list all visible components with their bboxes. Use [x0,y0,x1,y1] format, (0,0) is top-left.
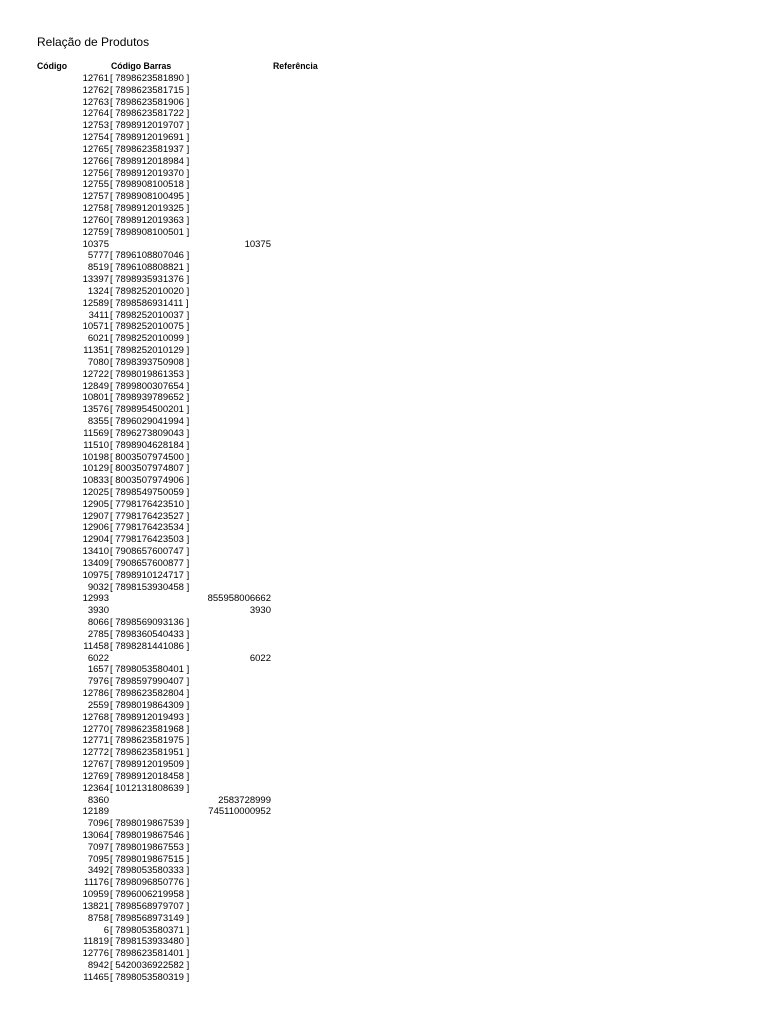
product-code: 12786 [82,688,109,700]
product-barcode: [ 7898623581937 ] [110,143,190,155]
product-code: 12756 [82,167,109,179]
table-row [0,404,768,416]
table-row [0,250,768,262]
table-row [0,925,768,937]
product-code: 2559 [87,699,109,711]
table-row [0,487,768,499]
table-row [0,818,768,830]
product-barcode: [ 7896108808821 ] [110,262,190,274]
table-row [0,144,768,156]
product-barcode: [ 7896006219958 ] [110,889,190,901]
product-barcode: [ 8003507974807 ] [110,463,190,475]
table-row [0,676,768,688]
product-barcode: [ 7908657600747 ] [110,546,190,558]
product-code: 12763 [82,96,109,108]
product-code: 12759 [82,226,109,238]
product-code: 12589 [82,297,109,309]
product-barcode: [ 8003507974906 ] [110,475,190,487]
table-row [0,239,768,251]
product-barcode: [ 7898252010020 ] [110,285,190,297]
product-code: 12766 [82,155,109,167]
product-barcode: [ 7898569093136 ] [110,617,190,629]
table-row [0,463,768,475]
table-row [0,830,768,842]
product-reference: 855958006662 [207,593,271,605]
table-row [0,168,768,180]
product-code: 12765 [82,143,109,155]
table-row [0,712,768,724]
product-barcode: [ 7898912019325 ] [110,203,190,215]
table-row [0,700,768,712]
table-row [0,262,768,274]
table-row [0,132,768,144]
table-row [0,298,768,310]
product-barcode: [ 7898912019363 ] [110,214,190,226]
table-row [0,179,768,191]
product-barcode: [ 7898549750059 ] [110,486,190,498]
product-barcode: [ 7898281441086 ] [110,640,190,652]
product-barcode: [ 7898910124717 ] [110,569,190,581]
table-row [0,735,768,747]
product-barcode: [ 5420036922582 ] [110,960,190,972]
product-code: 8758 [87,912,109,924]
product-barcode: [ 7898586931411 ] [110,297,189,309]
product-barcode: [ 8003507974500 ] [110,451,190,463]
table-row [0,759,768,771]
product-code: 13410 [82,546,109,558]
product-code: 12768 [82,711,109,723]
product-barcode: [ 7898912019509 ] [110,759,190,771]
table-row [0,605,768,617]
page-title: Relação de Produtos [37,35,150,49]
product-code: 6021 [87,333,109,345]
product-code: 13821 [82,900,109,912]
table-row [0,901,768,913]
table-row [0,593,768,605]
product-barcode: [ 7898623581968 ] [110,723,190,735]
product-barcode: [ 7898623581722 ] [110,108,190,120]
product-code: 12770 [82,723,109,735]
table-row [0,97,768,109]
product-code: 7097 [87,841,109,853]
product-code: 12905 [82,498,109,510]
product-barcode: [ 7898912019707 ] [110,120,190,132]
product-code: 12189 [82,806,109,818]
product-barcode: [ 7898908100495 ] [110,191,190,203]
table-row [0,511,768,523]
product-barcode: [ 7898053580371 ] [110,924,190,936]
product-barcode: [ 7898912018984 ] [110,155,190,167]
product-barcode: [ 7898912019493 ] [110,711,190,723]
product-barcode: [ 7898019861353 ] [110,368,190,380]
table-row [0,936,768,948]
product-code: 8519 [87,262,109,274]
product-barcode: [ 7898908100518 ] [110,179,190,191]
product-barcode: [ 7898153930458 ] [110,581,190,593]
product-barcode: [ 7898019867553 ] [110,841,190,853]
product-barcode: [ 7898623581951 ] [110,747,190,759]
product-code: 11176 [83,877,109,889]
table-row [0,771,768,783]
table-row [0,795,768,807]
table-row [0,842,768,854]
product-barcode: [ 7896029041994 ] [110,416,190,428]
product-code: 12993 [82,593,109,605]
table-row [0,582,768,594]
table-row [0,688,768,700]
product-code: 10129 [82,463,109,475]
product-code: 12761 [82,73,109,84]
product-barcode: [ 7798176423527 ] [110,510,190,522]
product-code: 10975 [82,569,109,581]
product-list [0,73,768,984]
table-row [0,522,768,534]
product-barcode: [ 7898096850776 ] [110,877,190,889]
product-barcode: [ 7898252010129 ] [110,345,190,357]
table-row [0,310,768,322]
product-code: 12757 [82,191,109,203]
product-barcode: [ 7898935931376 ] [110,274,190,286]
product-barcode: [ 7898623581715 ] [110,84,190,96]
product-barcode: [ 7898252010075 ] [110,321,190,333]
table-row [0,653,768,665]
product-barcode: [ 7798176423510 ] [110,498,190,510]
product-barcode: [ 7898939789652 ] [110,392,190,404]
product-barcode: [ 7898393750908 ] [110,356,190,368]
table-row [0,617,768,629]
column-header-referencia: Referência [273,61,318,72]
table-row [0,747,768,759]
product-barcode: [ 7898623581401 ] [110,948,190,960]
product-code: 11458 [83,640,109,652]
product-code: 10801 [82,392,109,404]
product-code: 12772 [82,747,109,759]
product-barcode: [ 7898252010099 ] [110,333,190,345]
table-row [0,286,768,298]
product-code: 1324 [87,285,109,297]
product-code: 10959 [82,889,109,901]
product-barcode: [ 7898623581890 ] [110,73,190,84]
product-barcode: [ 1012131808639 ] [110,782,190,794]
product-code: 13064 [82,830,109,841]
product-code: 10833 [82,475,109,487]
table-row [0,783,768,795]
product-code: 12025 [82,486,109,498]
product-barcode: [ 7898623581975 ] [110,735,190,747]
product-barcode: [ 7898019864309 ] [110,699,190,711]
table-row [0,227,768,239]
product-code: 11569 [83,427,109,439]
product-code: 12849 [82,380,109,392]
table-row [0,629,768,641]
table-row [0,156,768,168]
table-row [0,108,768,120]
column-header-codigo: Código [37,61,68,72]
product-barcode: [ 7898252010037 ] [110,309,190,321]
product-barcode: [ 7898019867539 ] [110,818,190,830]
product-code: 12904 [82,534,109,546]
product-code: 12767 [82,759,109,771]
table-row [0,452,768,464]
product-code: 13409 [82,557,109,569]
product-barcode: [ 7898019867546 ] [110,830,190,841]
product-code: 12764 [82,108,109,120]
product-code: 12762 [82,84,109,96]
table-row [0,428,768,440]
product-code: 12906 [82,522,109,534]
table-row [0,73,768,85]
table-row [0,321,768,333]
table-row [0,475,768,487]
table-row [0,369,768,381]
product-code: 11819 [83,936,109,948]
product-barcode: [ 7898053580401 ] [110,664,190,676]
product-code: 12754 [82,132,109,144]
table-row [0,333,768,345]
table-row [0,806,768,818]
product-reference: 6022 [249,652,271,664]
product-code: 7080 [87,356,109,368]
product-barcode: [ 7898360540433 ] [110,628,190,640]
table-row [0,381,768,393]
table-row [0,120,768,132]
product-code: 12771 [82,735,109,747]
table-row [0,392,768,404]
product-barcode: [ 7898912018458 ] [110,770,190,782]
table-row [0,203,768,215]
product-barcode: [ 7898568979707 ] [110,900,190,912]
table-row [0,558,768,570]
product-barcode: [ 7898954500201 ] [110,404,190,416]
product-barcode: [ 7898019867515 ] [110,853,190,865]
table-row [0,865,768,877]
table-row [0,664,768,676]
product-code: 12776 [82,948,109,960]
product-code: 12907 [82,510,109,522]
product-barcode: [ 7898623581906 ] [110,96,190,108]
product-barcode: [ 7898568973149 ] [110,912,190,924]
table-row [0,274,768,286]
product-code: 12758 [82,203,109,215]
table-row [0,440,768,452]
table-row [0,534,768,546]
product-barcode: [ 7898912019691 ] [110,132,190,144]
product-code: 8066 [87,617,109,629]
product-reference: 10375 [244,238,271,250]
table-row [0,972,768,984]
product-barcode: [ 7908657600877 ] [110,557,190,569]
product-code: 3930 [87,605,109,617]
product-code: 12364 [82,782,109,794]
product-code: 6022 [87,652,109,664]
table-row [0,546,768,558]
product-code: 12722 [82,368,109,380]
product-barcode: [ 7898597990407 ] [110,676,190,688]
product-code: 12769 [82,770,109,782]
product-code: 13397 [82,274,109,286]
product-code: 9032 [87,581,109,593]
table-row [0,357,768,369]
product-barcode: [ 7798176423534 ] [110,522,190,534]
table-row [0,960,768,972]
table-row [0,191,768,203]
column-header-codigo-barras: Código Barras [111,61,172,72]
product-code: 3492 [87,865,109,877]
product-code: 10198 [82,451,109,463]
table-row [0,948,768,960]
product-reference: 3930 [249,605,271,617]
product-code: 8360 [87,794,109,806]
product-code: 11465 [83,971,109,983]
product-code: 8355 [87,416,109,428]
product-barcode: [ 7898053580333 ] [110,865,190,877]
product-code: 12753 [82,120,109,132]
product-code: 11351 [83,345,109,357]
product-code: 7096 [87,818,109,830]
table-row [0,570,768,582]
product-barcode: [ 7896108807046 ] [110,250,190,262]
product-code: 8942 [87,960,109,972]
product-barcode: [ 7898153933480 ] [110,936,190,948]
product-barcode: [ 7898623582804 ] [110,688,190,700]
product-reference: 2583728999 [218,794,271,806]
product-barcode: [ 7896273809043 ] [110,427,190,439]
product-code: 6 [103,924,109,936]
table-row [0,877,768,889]
product-code: 2785 [87,628,109,640]
product-code: 12755 [82,179,109,191]
product-barcode: [ 7898904628184 ] [110,439,190,451]
product-code: 10375 [82,238,109,250]
table-row [0,724,768,736]
table-row [0,889,768,901]
table-row [0,854,768,866]
product-barcode: [ 7898908100501 ] [110,226,190,238]
product-barcode: [ 7898053580319 ] [110,971,190,983]
product-barcode: [ 7798176423503 ] [110,534,190,546]
product-code: 11510 [83,439,109,451]
product-code: 7095 [87,853,109,865]
table-row [0,641,768,653]
table-row [0,345,768,357]
product-code: 13576 [82,404,109,416]
table-row [0,416,768,428]
product-code: 7976 [87,676,109,688]
product-reference: 745110000952 [208,806,271,818]
product-barcode: [ 7899800307654 ] [110,380,190,392]
table-row [0,499,768,511]
table-row [0,913,768,925]
product-code: 12760 [82,214,109,226]
product-code: 10571 [82,321,109,333]
table-row [0,85,768,97]
product-code: 5777 [87,250,109,262]
product-code: 1657 [87,664,109,676]
table-row [0,215,768,227]
product-code: 3411 [88,309,109,321]
product-barcode: [ 7898912019370 ] [110,167,190,179]
